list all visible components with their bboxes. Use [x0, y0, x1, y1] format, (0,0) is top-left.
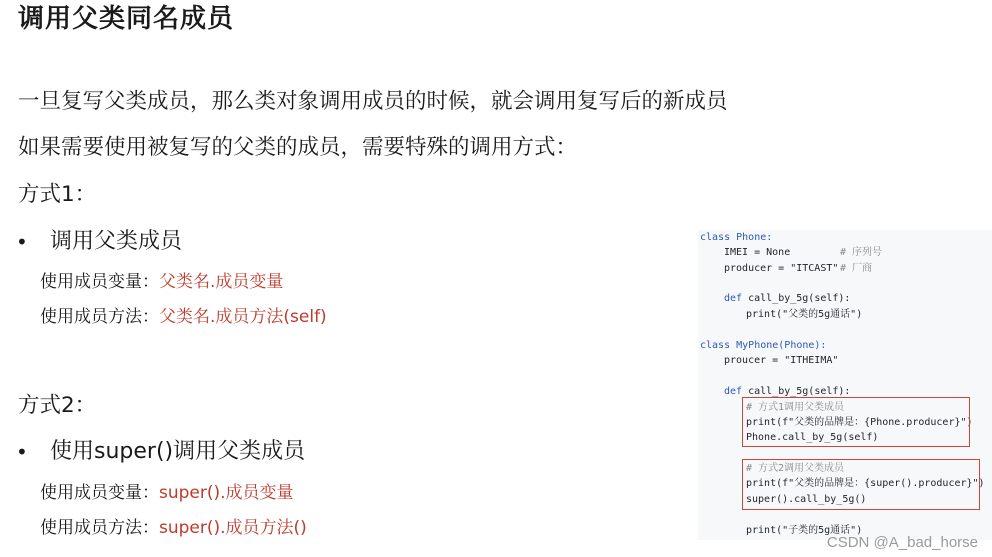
bullet-label: 使用super()调用父类成员	[50, 439, 306, 464]
code-class-name: MyPhone(Phone):	[736, 340, 827, 351]
bullet-super-call	[16, 437, 305, 467]
code-text: producer = "ITCAST"	[724, 263, 839, 274]
bullet-call-parent	[16, 227, 182, 257]
func-label: 使用成员方法：	[40, 307, 159, 327]
code-keyword: def	[724, 293, 743, 304]
code-class-name: Phone:	[736, 232, 773, 243]
code-text: print("子类的5g通话")	[746, 525, 863, 536]
code-line	[700, 338, 826, 354]
code-text: super().call_by_5g()	[746, 494, 867, 505]
func-value: super().成员方法()	[159, 518, 307, 538]
page-title: 调用父类同名成员	[18, 4, 235, 34]
code-keyword: class	[700, 232, 731, 243]
var-value: super().成员变量	[159, 483, 294, 503]
intro-paragraph: 一旦复写父类成员，那么类对象调用成员的时候，就会调用复写后的新成员	[18, 89, 728, 114]
code-text: print(f"父类的品牌是：{Phone.producer}")	[746, 417, 973, 428]
func-value: 父类名.成员方法(self)	[159, 307, 327, 327]
method2-var-line	[40, 481, 294, 505]
method1-func-line	[40, 305, 327, 329]
var-value: 父类名.成员变量	[159, 272, 284, 292]
var-label: 使用成员变量：	[40, 483, 159, 503]
code-line	[746, 307, 862, 323]
code-comment-text: # 序列号	[840, 247, 883, 258]
method2-heading: 方式2：	[18, 393, 97, 418]
code-keyword: class	[700, 340, 731, 351]
code-keyword: def	[724, 386, 743, 397]
code-comment	[840, 245, 882, 261]
method1-var-line	[40, 270, 283, 294]
code-line	[724, 353, 838, 369]
method1-highlight-box	[742, 397, 970, 447]
code-text: proucer = "ITHEIMA"	[724, 355, 839, 366]
var-label: 使用成员变量：	[40, 272, 159, 292]
code-text: call_by_5g(self):	[748, 293, 851, 304]
method1-heading: 方式1：	[18, 182, 97, 207]
code-comment-text: # 厂商	[840, 263, 873, 274]
code-comment-text: # 方式1调用父类成员	[746, 402, 845, 413]
csdn-watermark: CSDN @A_bad_horse	[826, 534, 978, 551]
bullet-label: 调用父类成员	[50, 229, 183, 254]
code-line	[724, 261, 838, 277]
code-text: Phone.call_by_5g(self)	[746, 432, 879, 443]
bullet-dot: •	[16, 230, 28, 254]
code-text: print("父类的5g通话")	[746, 309, 863, 320]
code-comment	[840, 261, 872, 277]
code-line	[724, 291, 850, 307]
code-comment-text: # 方式2调用父类成员	[746, 463, 845, 474]
code-text: print(f"父类的品牌是：{super().producer}")	[746, 478, 985, 489]
code-line	[700, 230, 772, 246]
code-block	[698, 230, 985, 540]
bullet-dot: •	[16, 440, 28, 464]
code-example-panel	[698, 230, 992, 540]
code-text: IMEI = None	[724, 247, 791, 258]
func-label: 使用成员方法：	[40, 518, 159, 538]
method2-highlight-box	[742, 459, 980, 510]
method2-func-line	[40, 516, 307, 540]
code-text: call_by_5g(self):	[748, 386, 851, 397]
requirement-paragraph: 如果需要使用被复写的父类的成员，需要特殊的调用方式：	[18, 135, 578, 160]
code-line	[724, 245, 790, 261]
